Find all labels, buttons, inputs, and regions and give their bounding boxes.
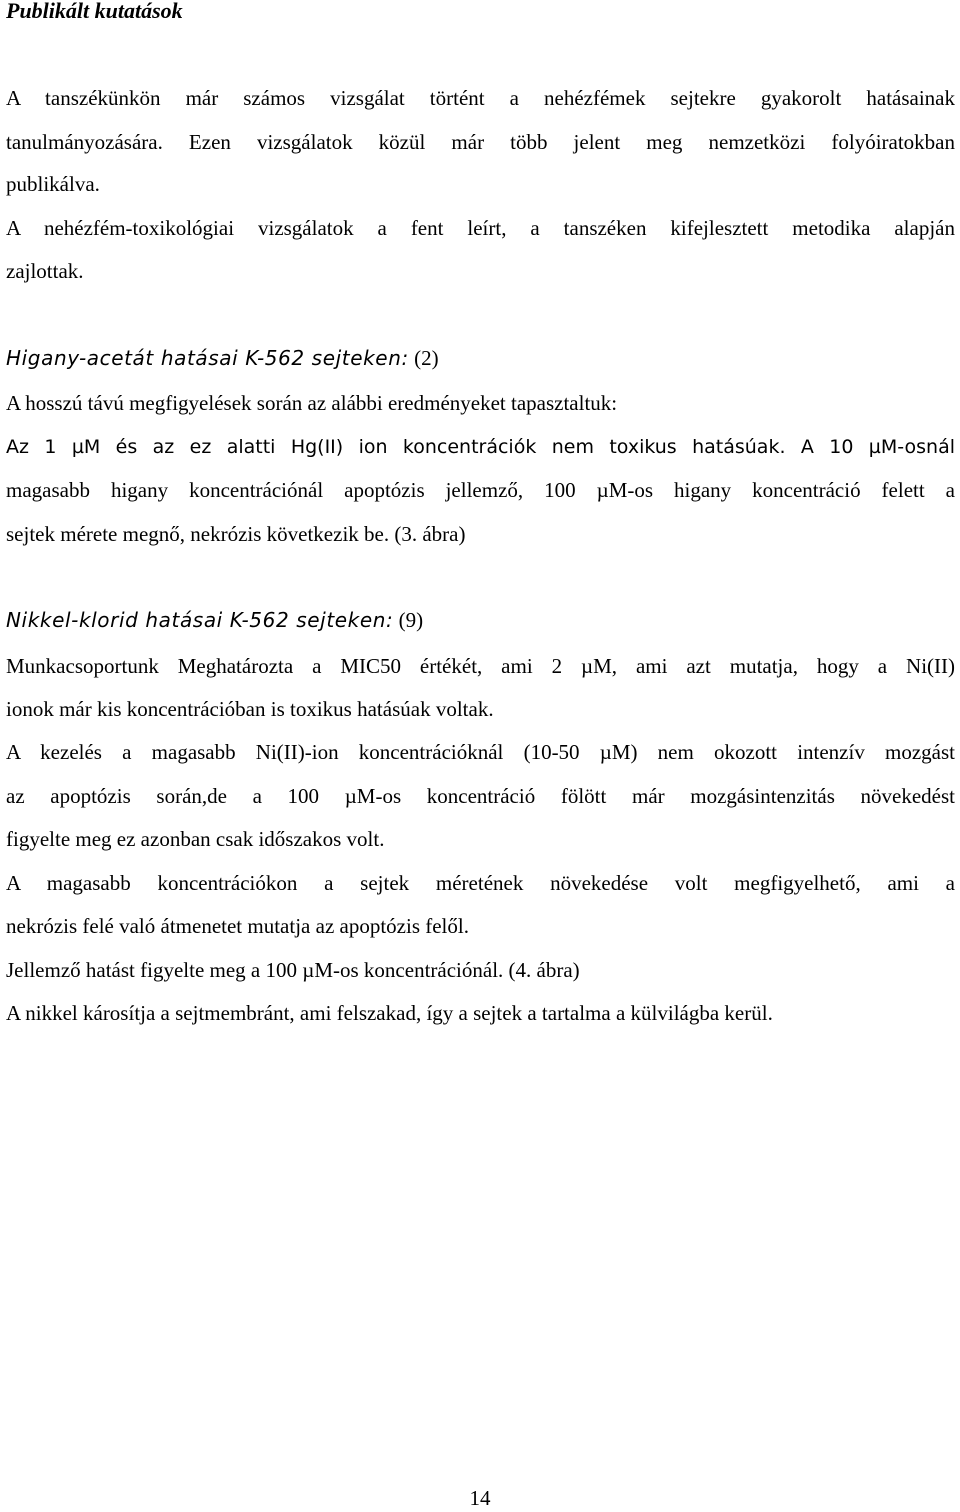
mercury-reference: (2) [408, 346, 439, 370]
intro-line-2: tanulmányozására. Ezen vizsgálatok közül már több jelent meg nemzetközi folyóiratokban [6, 130, 955, 154]
nickel-line-3: A kezelés a magasabb Ni(II)-ion koncentrációknál (10-50 µM) nem okozott intenzív mozgást [6, 740, 955, 764]
nickel-reference: (9) [393, 608, 424, 632]
nickel-line-1: Munkacsoportunk Meghatározta a MIC50 értékét, ami 2 µM, ami azt mutatja, hogy a Ni(II) [6, 654, 955, 678]
intro-line-3: publikálva. [6, 172, 100, 196]
mercury-line-1: A hosszú távú megfigyelések során az alábbi eredményeket tapasztaltuk: [6, 391, 618, 415]
mercury-line-4: sejtek mérete megnő, nekrózis következik be. (3. ábra) [6, 522, 466, 546]
nickel-line-5: figyelte meg ez azonban csak időszakos volt. [6, 827, 385, 851]
nickel-heading: Nikkel-klorid hatásai K-562 sejteken: [6, 608, 394, 632]
mercury-heading: Higany-acetát hatásai K-562 sejteken: [6, 346, 409, 370]
nickel-line-4: az apoptózis során,de a 100 µM-os koncentráció fölött már mozgásintenzitás növekedést [6, 784, 955, 808]
section-title: Publikált kutatások [6, 0, 183, 23]
mercury-heading-row [6, 344, 439, 372]
intro-line-1: A tanszékünkön már számos vizsgálat történt a nehézfémek sejtekre gyakorolt hatásainak [6, 86, 955, 110]
intro-line-5: zajlottak. [6, 259, 84, 283]
mercury-line-2: Az 1 µM és az ez alatti Hg(II) ion koncentrációk nem toxikus hatásúak. A 10 µM-osnál [6, 436, 955, 458]
nickel-line-2: ionok már kis koncentrációban is toxikus hatásúak voltak. [6, 697, 494, 721]
nickel-heading-row [6, 606, 423, 634]
page-number: 14 [469, 1486, 491, 1510]
nickel-line-9: A nikkel károsítja a sejtmembránt, ami felszakad, így a sejtek a tartalma a külvilágba kerül. [6, 1001, 773, 1025]
nickel-line-7: nekrózis felé való átmenetet mutatja az apoptózis felől. [6, 914, 469, 938]
intro-line-4: A nehézfém-toxikológiai vizsgálatok a fent leírt, a tanszéken kifejlesztett metodika alapján [6, 216, 955, 240]
mercury-line-3: magasabb higany koncentrációnál apoptózis jellemző, 100 µM-os higany koncentráció felett a [6, 478, 955, 502]
nickel-line-6: A magasabb koncentrációkon a sejtek méretének növekedése volt megfigyelhető, ami a [6, 871, 955, 895]
nickel-line-8: Jellemző hatást figyelte meg a 100 µM-os koncentrációnál. (4. ábra) [6, 958, 580, 982]
